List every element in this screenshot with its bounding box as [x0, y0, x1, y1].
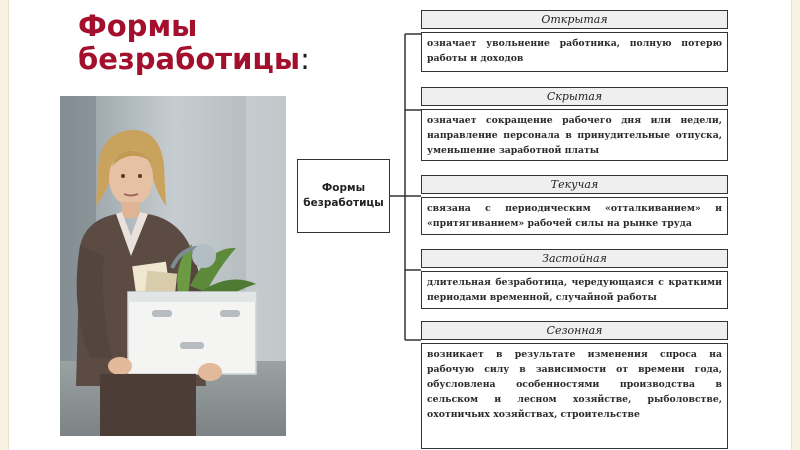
category-header: Сезонная [421, 321, 728, 340]
category-description: означает сокращение рабочего дня или недели, направление персонала в принудительные отпуска, уменьшение заработной платы [421, 109, 728, 161]
category-description: связана с периодическим «отталкиванием» и «притягиванием» рабочей силы на рынке труда [421, 197, 728, 235]
category-header: Текучая [421, 175, 728, 194]
diagram-center-node [297, 159, 390, 233]
slide-title-line2-text: безработицы [78, 42, 301, 76]
category-fluid [421, 175, 728, 235]
center-node-label-line2: безработицы [303, 197, 384, 209]
slide-title-colon: : [300, 42, 310, 76]
category-header: Открытая [421, 10, 728, 29]
center-node-label-line1: Формы [321, 182, 366, 194]
category-description: означает увольнение работника, полную потерю работы и доходов [421, 32, 728, 72]
category-seasonal [421, 321, 728, 449]
category-description: длительная безработица, чередующаяся с краткими периодами временной, случайной работы [421, 271, 728, 309]
category-header: Скрытая [421, 87, 728, 106]
slide-title-line1: Формы [78, 9, 198, 43]
category-header: Застойная [421, 249, 728, 268]
category-description: возникает в результате изменения спроса на рабочую силу в зависимости от времени года, обусловлена особенностями производства в сельском и лесном хозяйстве, рыболовстве, охотничьих хозяйствах, строительстве [421, 343, 728, 449]
category-hidden [421, 87, 728, 161]
category-open [421, 10, 728, 72]
category-stagnant [421, 249, 728, 309]
